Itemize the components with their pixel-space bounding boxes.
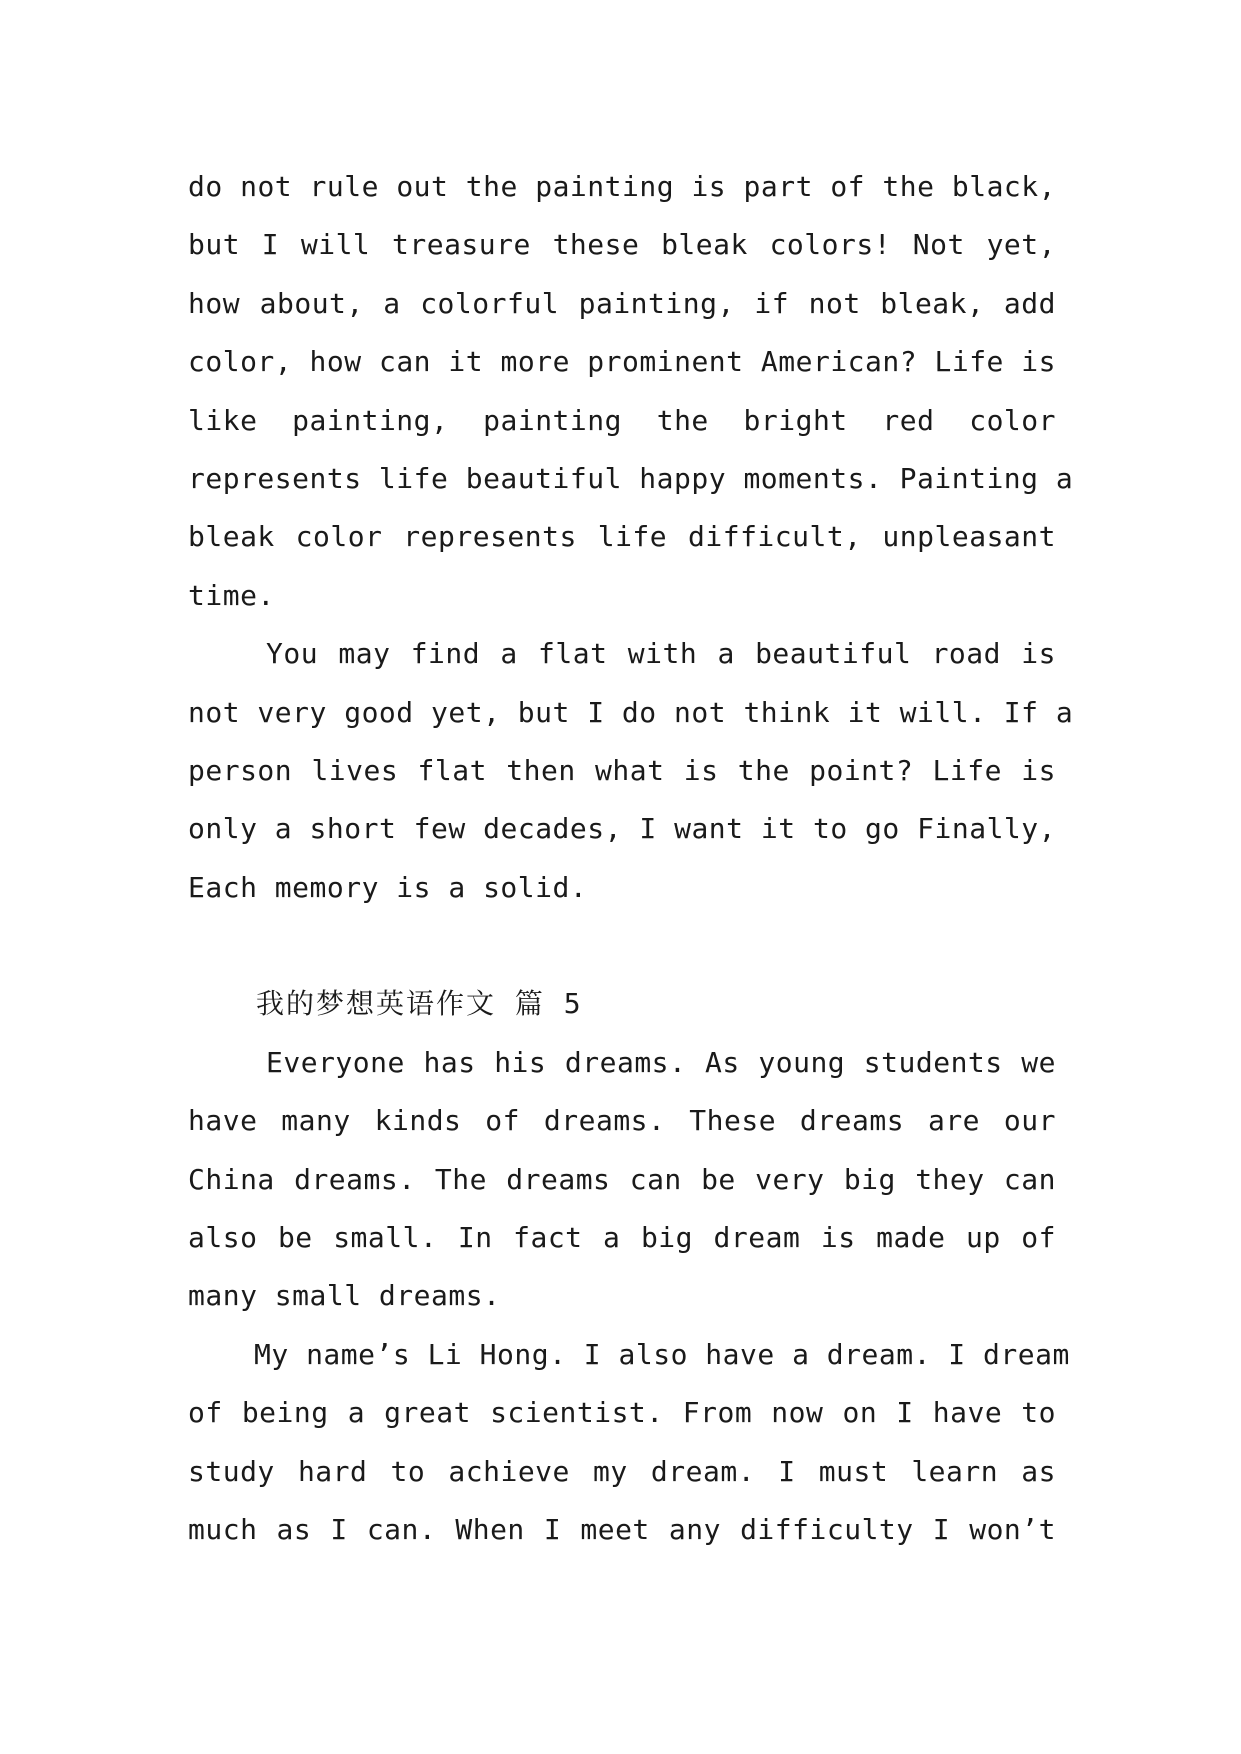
text-line: but I will treasure these bleak colors! Not yet,	[188, 228, 1056, 262]
text-line: You may find a flat with a beautiful road is	[266, 637, 1056, 671]
text-line: also be small. In fact a big dream is made up of	[188, 1221, 1056, 1255]
section-spacer	[188, 917, 1056, 975]
text-line: represents life beautiful happy moments. Painting a	[188, 461, 1074, 495]
text-line: bleak color represents life difficult, unpleasant	[188, 520, 1056, 554]
paragraph-flat-road	[188, 625, 1074, 917]
text-line: many small dreams.	[188, 1279, 501, 1313]
text-line: time.	[188, 578, 275, 612]
paragraph-painting	[188, 158, 1074, 625]
text-line: person lives flat then what is the point? Life is	[188, 753, 1056, 787]
text-line: like painting, painting the bright red color	[188, 403, 1056, 437]
document-page	[188, 158, 1074, 1559]
text-line: how about, a colorful painting, if not bleak, add	[188, 286, 1056, 320]
paragraph-li-hong	[188, 1326, 1070, 1560]
text-line: have many kinds of dreams. These dreams are our	[188, 1104, 1056, 1138]
text-line: Everyone has his dreams. As young students we	[266, 1045, 1056, 1079]
section-heading: 我的梦想英语作文 篇 5	[256, 987, 583, 1021]
text-line: China dreams. The dreams can be very big they can	[188, 1162, 1056, 1196]
text-line: color, how can it more prominent American? Life is	[188, 345, 1056, 379]
text-line: do not rule out the painting is part of the black,	[188, 170, 1056, 203]
text-line: study hard to achieve my dream. I must learn as	[188, 1454, 1056, 1488]
text-line: not very good yet, but I do not think it will. If a	[188, 695, 1074, 729]
paragraph-dreams	[188, 1034, 1056, 1326]
text-line: My name’s Li Hong. I also have a dream. I dream	[254, 1337, 1070, 1371]
text-line: much as I can. When I meet any difficulty I won’t	[188, 1512, 1056, 1546]
text-line: Each memory is a solid.	[188, 870, 588, 904]
text-line: only a short few decades, I want it to go Finally,	[188, 812, 1056, 846]
text-line: of being a great scientist. From now on I have to	[188, 1396, 1056, 1430]
